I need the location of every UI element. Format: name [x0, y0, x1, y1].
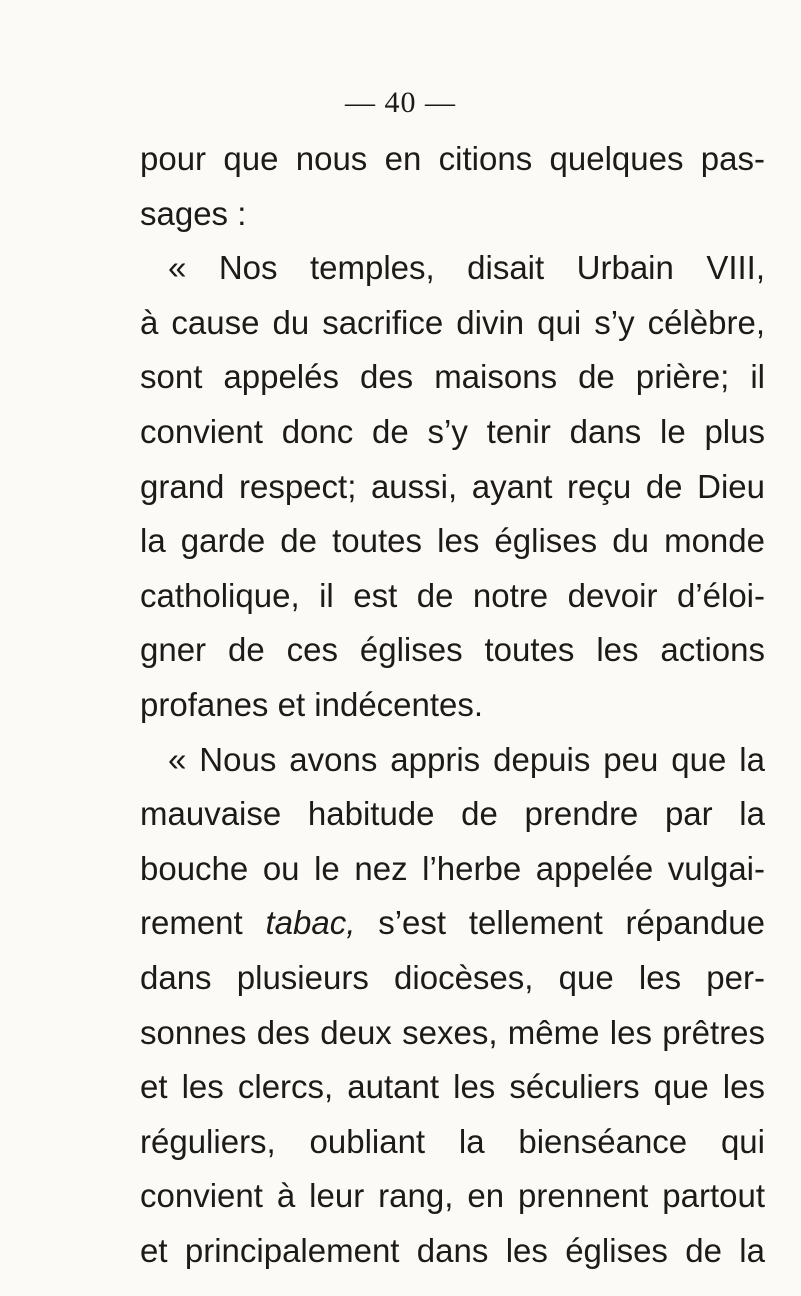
text-line: réguliers, oubliant la bienséance qui [140, 1122, 765, 1160]
text-line: sont appelés des maisons de prière; il [140, 358, 765, 396]
text-line: grand respect; aussi, ayant reçu de Dieu [140, 467, 765, 505]
text-line: convient à leur rang, en prennent partout [140, 1177, 765, 1215]
text-line: mauvaise habitude de prendre par la [140, 795, 765, 833]
text-line: gner de ces églises toutes les actions [140, 631, 765, 669]
text-line: catholique, il est de notre devoir d’éloi- [140, 576, 765, 614]
text-line: profanes et indécentes. [140, 685, 484, 723]
text-run: rement [140, 904, 243, 942]
page-number: — 40 — [345, 86, 456, 119]
text-line: à cause du sacrifice divin qui s’y célèbre, [140, 303, 765, 341]
italic-word: tabac, [265, 904, 356, 942]
text-line: « Nous avons appris depuis peu que la [168, 740, 765, 778]
text-line: « Nos temples, disait Urbain VIII, [168, 249, 765, 287]
text-line: convient donc de s’y tenir dans le plus [140, 412, 765, 450]
text-line: bouche ou le nez l’herbe appelée vulgai- [140, 849, 765, 887]
text-line: sonnes des deux sexes, même les prêtres [140, 1013, 765, 1051]
text-line: dans plusieurs diocèses, que les per- [140, 958, 765, 996]
text-run: s’est tellement répandue [378, 904, 766, 942]
text-line: et principalement dans les églises de la [140, 1231, 765, 1269]
text-line: sages : [140, 194, 247, 232]
text-line: la garde de toutes les églises du monde [140, 522, 765, 560]
text-line: pour que nous en citions quelques pas- [140, 140, 765, 177]
text-line-with-italic [140, 896, 765, 951]
body-text [140, 132, 765, 1278]
text-line: et les clercs, autant les séculiers que les [140, 1068, 765, 1106]
